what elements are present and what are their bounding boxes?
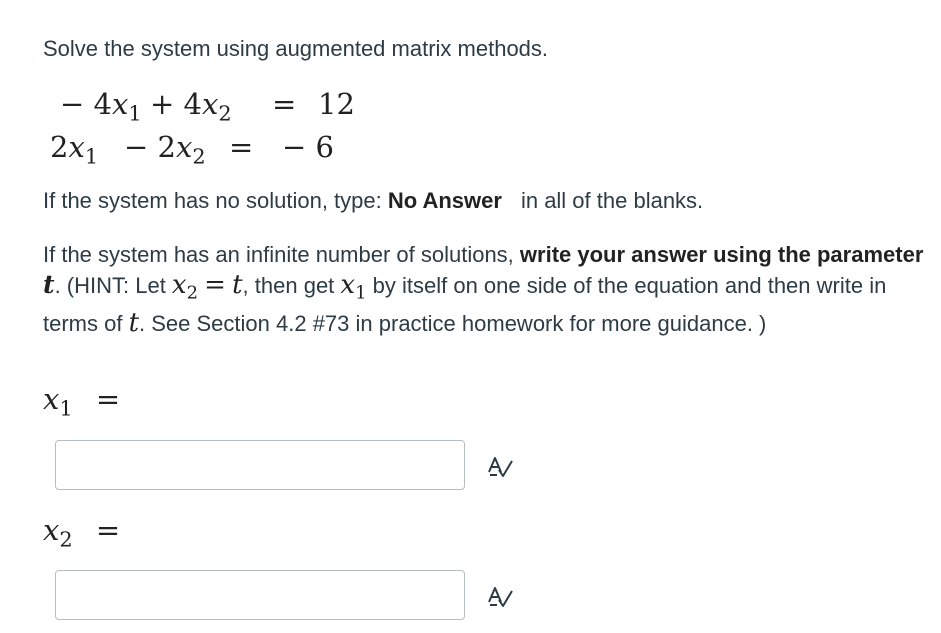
hint-x1: x — [340, 270, 356, 300]
no-solution-pre: If the system has no solution, type: — [43, 188, 388, 213]
no-solution-post: in all of the blanks. — [520, 188, 704, 213]
row2-coef2: − 2 — [124, 130, 176, 164]
answer-x2-equals: = — [95, 513, 121, 547]
answer-x1-var: x — [43, 382, 60, 416]
row1-var2: x — [201, 87, 219, 121]
answer-x2-label — [43, 512, 120, 557]
row1-coef1: − 4 — [60, 87, 112, 121]
x2-answer-input[interactable] — [55, 570, 465, 620]
instruction-text: Solve the system using augmented matrix methods. — [43, 36, 549, 61]
hint-x2-sub: 2 — [186, 282, 199, 304]
infinite-bold: write your answer using the parameter — [519, 242, 924, 267]
row2-equals: = — [229, 130, 254, 164]
hint-t-2: t — [128, 308, 140, 339]
infinite-p4: by itself on one side of the equation and then write in terms of — [43, 273, 887, 337]
row1-term2 — [150, 86, 232, 131]
answer-x1-label — [43, 381, 120, 426]
row2-coef1: 2 — [50, 130, 69, 164]
row2-term2 — [124, 129, 206, 174]
infinite-p1: If the system has an infinite number of solutions, — [43, 242, 520, 267]
row1-equals: = — [272, 87, 297, 121]
answer-x1-sub: 1 — [59, 396, 73, 421]
no-solution-text — [43, 186, 703, 216]
equation-row-2 — [50, 129, 98, 174]
hint-x1-sub: 1 — [355, 282, 367, 304]
no-answer-keyword: No Answer — [387, 188, 502, 213]
row2-var1: x — [68, 130, 85, 164]
infinite-p5: . See Section 4.2 #73 in practice homework for more guidance. ) — [139, 311, 767, 337]
answer-x2-sub: 2 — [59, 527, 73, 552]
row1-sub1: 1 — [128, 101, 142, 126]
infinite-p3: , then get — [242, 273, 341, 298]
math-editor-icon[interactable] — [486, 582, 514, 610]
row2-var2: x — [175, 130, 193, 164]
hint-t: t — [232, 270, 243, 300]
hint-x2: x — [171, 270, 187, 300]
answer-x1-equals: = — [95, 382, 121, 416]
math-editor-icon[interactable] — [486, 452, 514, 480]
x1-answer-input[interactable] — [55, 440, 465, 490]
infinite-solutions-text — [43, 240, 938, 339]
row2-sub1: 1 — [84, 144, 99, 169]
infinite-p2: . (HINT: Let — [54, 273, 172, 298]
row1-coef2: + 4 — [150, 87, 202, 121]
row1-var1: x — [111, 87, 129, 121]
row1-rhs: 12 — [318, 87, 355, 121]
hint-equals: = — [204, 270, 226, 300]
equation-row-1 — [60, 86, 142, 131]
answer-x2-var: x — [43, 513, 60, 547]
param-t-bold: t — [43, 270, 55, 299]
row2-sub2: 2 — [192, 144, 206, 169]
row1-sub2: 2 — [218, 101, 232, 126]
row2-rhs: − 6 — [282, 130, 334, 164]
